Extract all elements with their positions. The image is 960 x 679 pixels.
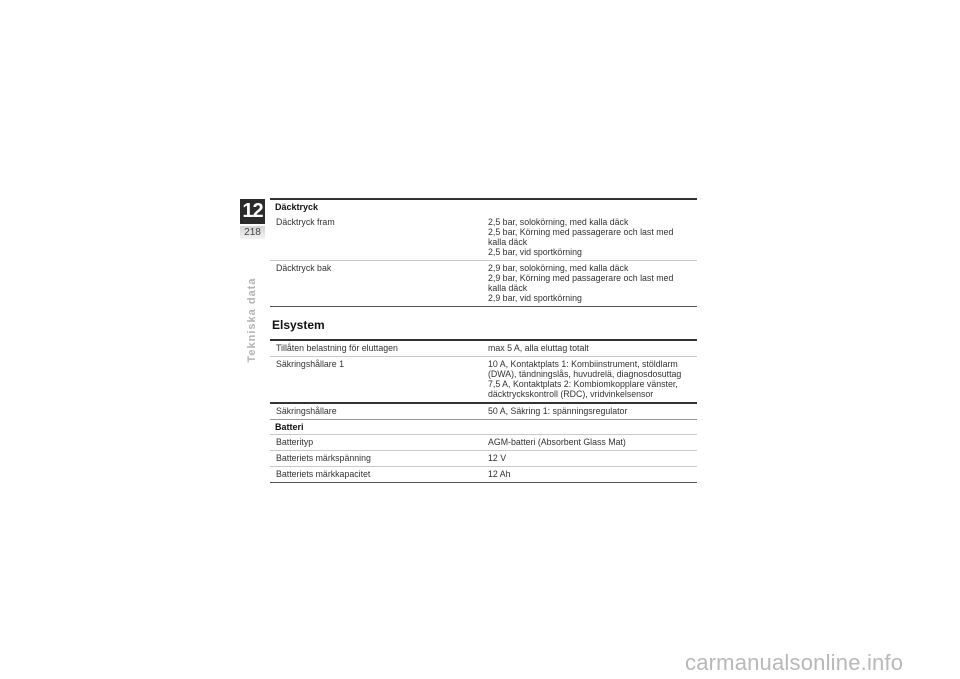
- chapter-title: Tekniska data: [246, 277, 258, 363]
- spec-row: [270, 341, 697, 356]
- electrical-table: [270, 339, 697, 402]
- spec-content: [270, 198, 697, 483]
- electrical-rows: [270, 341, 697, 402]
- row-label: Säkringshållare 1: [276, 359, 344, 369]
- row-label: Batterityp: [276, 437, 314, 447]
- row-value-line: 12 V: [488, 453, 507, 463]
- row-value-line: 2,9 bar, solokörning, med kalla däck: [488, 263, 629, 273]
- row-value: [488, 467, 697, 482]
- row-value: [488, 435, 697, 450]
- row-value: [488, 215, 697, 260]
- battery-header: Batteri: [270, 419, 697, 434]
- row-label: Batteriets märkspänning: [276, 453, 371, 463]
- row-value-line: 2,5 bar, Körning med passagerare och last med: [488, 227, 674, 237]
- row-value-line: däcktryckskontroll (RDC), vridvinkelsensor: [488, 389, 654, 399]
- row-label: Batteriets märkkapacitet: [276, 469, 371, 479]
- spec-row: [270, 466, 697, 482]
- spec-row: [270, 435, 697, 450]
- tire-pressure-header: Däcktryck: [275, 202, 319, 212]
- tire-pressure-rows: [270, 215, 697, 306]
- spec-row: [270, 215, 697, 260]
- row-value-line: AGM-batteri (Absorbent Glass Mat): [488, 437, 626, 447]
- row-label: Däcktryck fram: [276, 217, 335, 227]
- tire-pressure-table: [270, 198, 697, 307]
- row-value: [488, 357, 697, 402]
- row-value-line: (DWA), tändningslås, huvudrelä, diagnosdosuttag: [488, 369, 682, 379]
- row-value: [488, 451, 697, 466]
- row-label: Säkringshållare: [276, 406, 337, 416]
- row-value: [488, 341, 697, 356]
- row-value-line: 7,5 A, Kontaktplats 2: Kombiomkopplare vänster,: [488, 379, 678, 389]
- spec-row: [270, 260, 697, 306]
- row-value-line: kalla däck: [488, 237, 528, 247]
- spec-row: [270, 356, 697, 402]
- row-value-line: max 5 A, alla eluttag totalt: [488, 343, 589, 353]
- row-value-line: 2,5 bar, solokörning, med kalla däck: [488, 217, 629, 227]
- spec-row: [270, 450, 697, 466]
- row-value-line: 50 A, Säkring 1: spänningsregulator: [488, 406, 628, 416]
- fuse-holder-row: [270, 404, 697, 419]
- battery-table: [270, 434, 697, 483]
- row-value-line: kalla däck: [488, 283, 528, 293]
- battery-rows: [270, 435, 697, 482]
- row-label: Tillåten belastning för eluttagen: [276, 343, 398, 353]
- row-value-line: 12 Ah: [488, 469, 511, 479]
- row-value: [488, 404, 697, 419]
- row-value-line: 2,9 bar, vid sportkörning: [488, 293, 582, 303]
- page-number: 218: [240, 226, 265, 239]
- chapter-number: 12: [240, 199, 265, 224]
- row-value: [488, 261, 697, 306]
- row-value-line: 2,9 bar, Körning med passagerare och last med: [488, 273, 674, 283]
- row-value-line: 10 A, Kontaktplats 1: Kombiinstrument, stöldlarm: [488, 359, 678, 369]
- row-value-line: 2,5 bar, vid sportkörning: [488, 247, 582, 257]
- watermark: carmanualsonline.info: [685, 650, 904, 675]
- row-label: Däcktryck bak: [276, 263, 332, 273]
- electrical-heading: Elsystem: [272, 318, 325, 332]
